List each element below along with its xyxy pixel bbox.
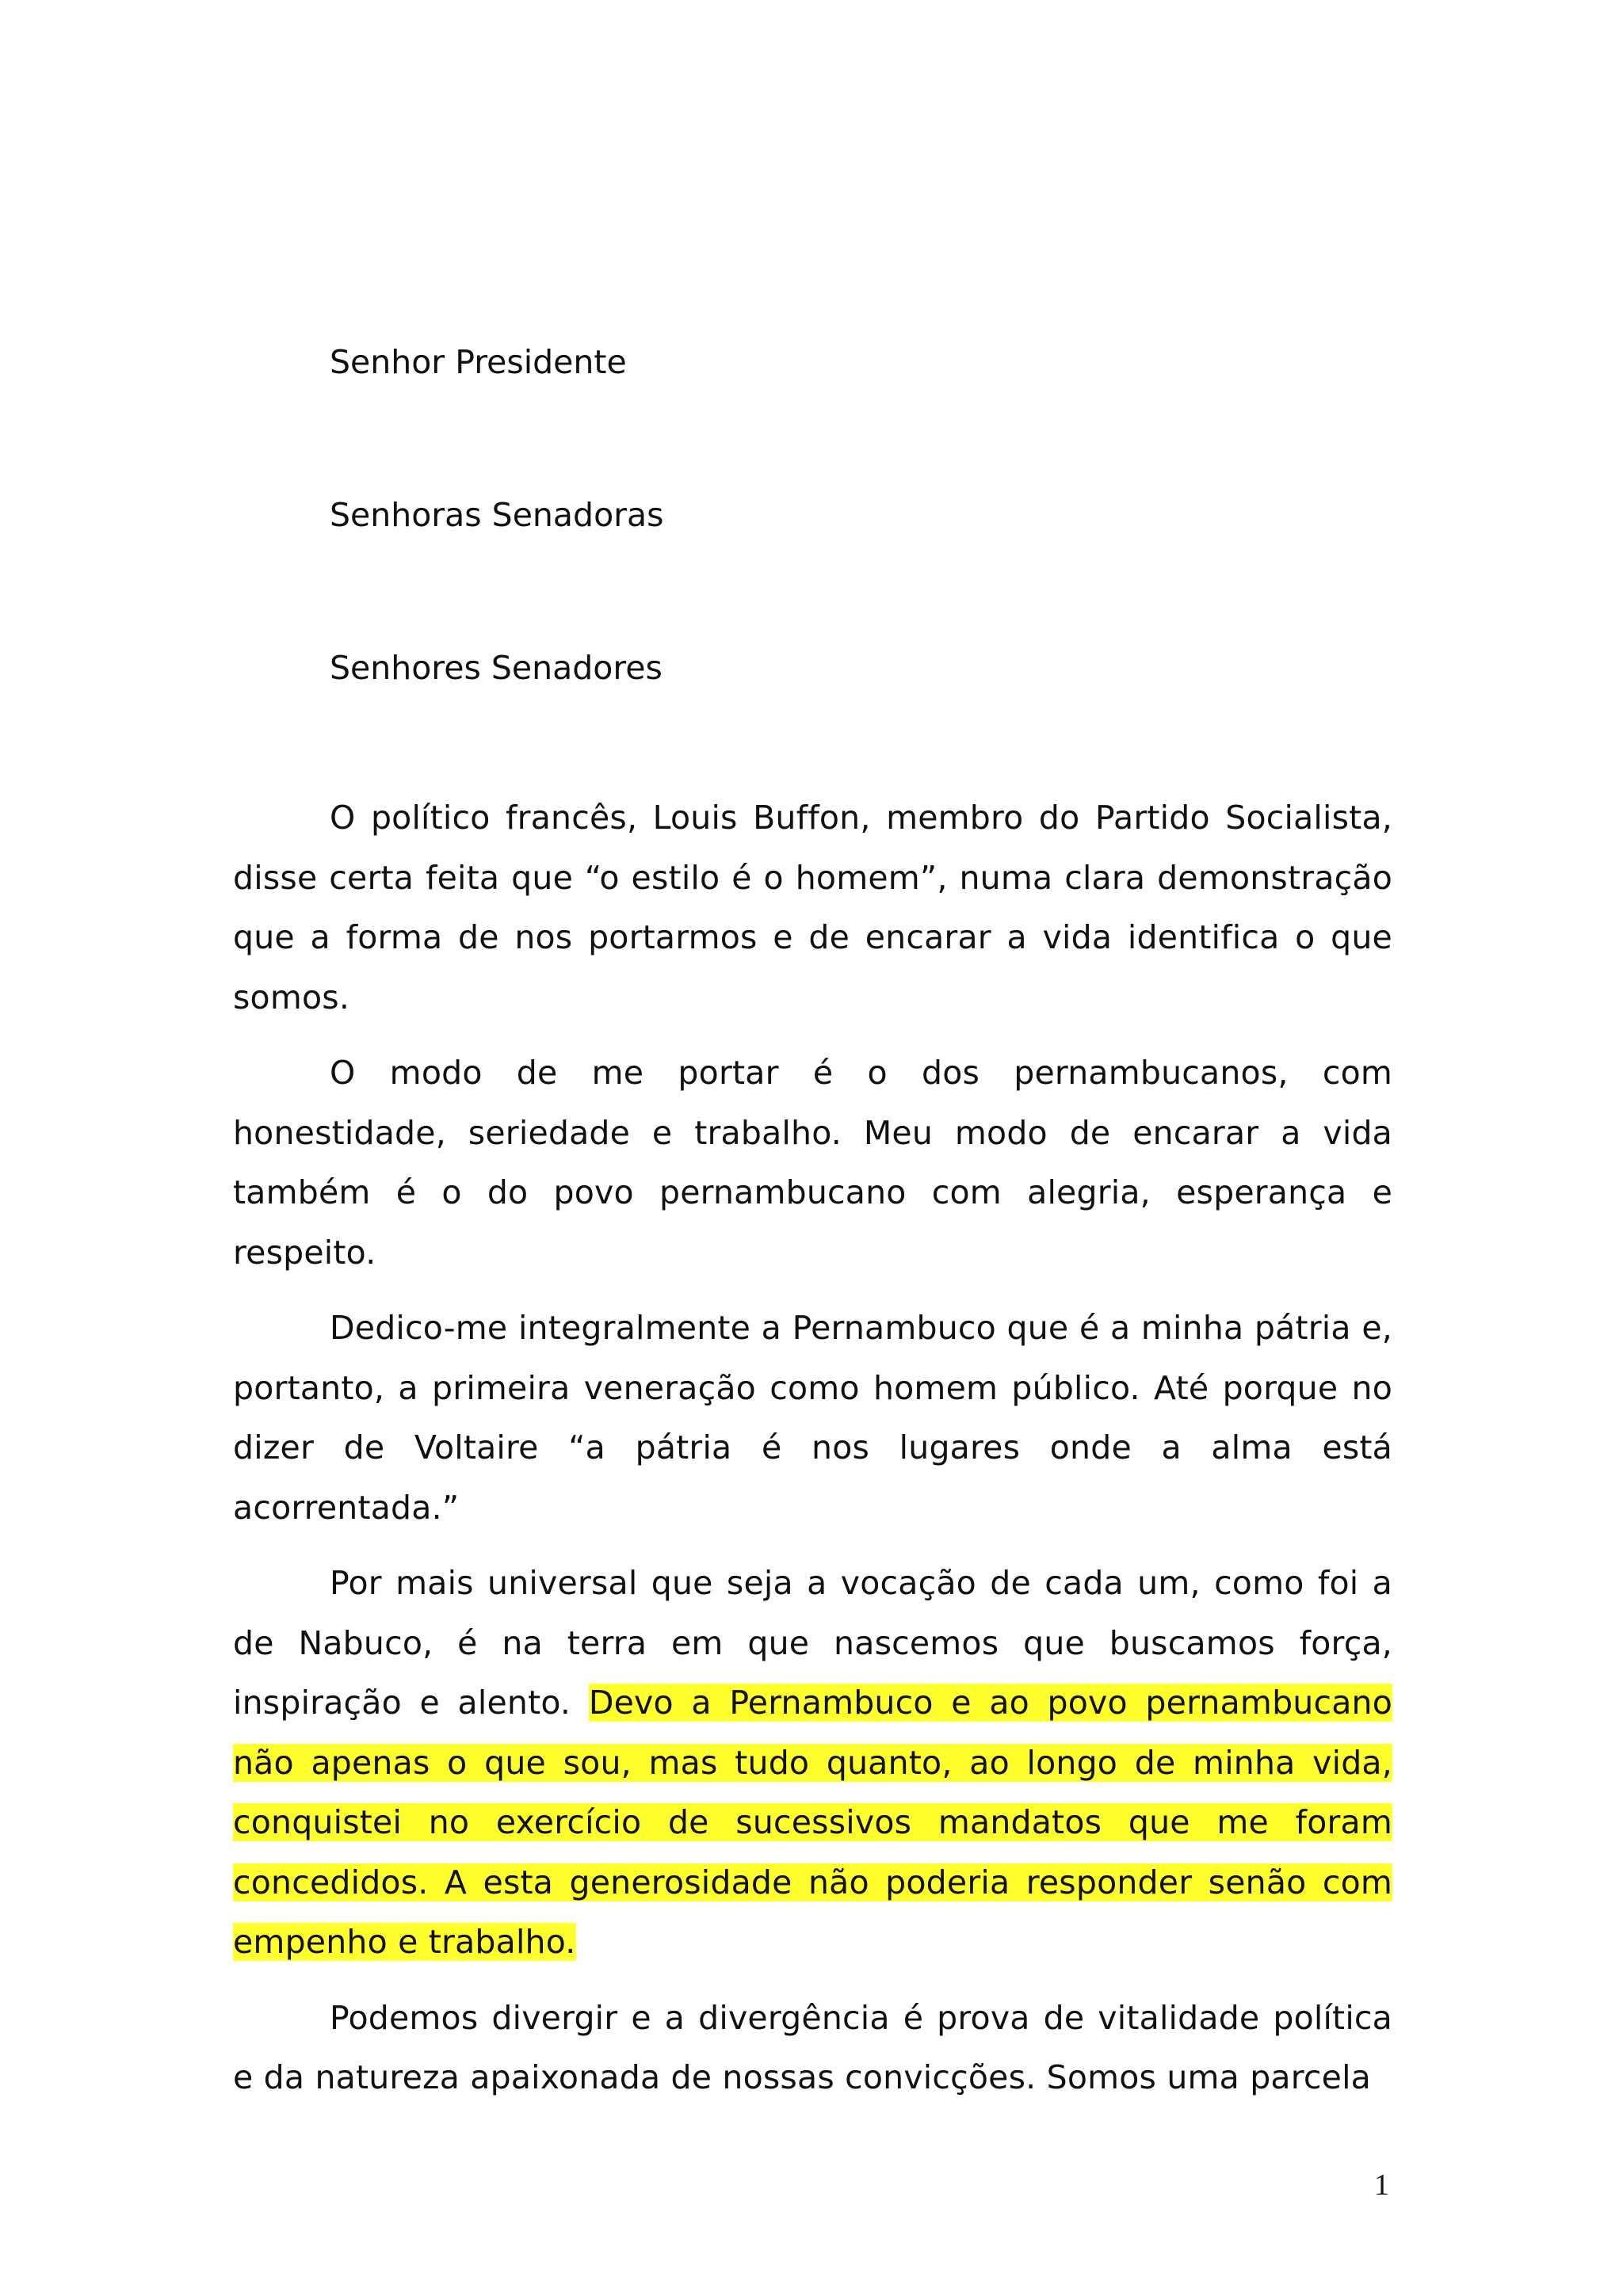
paragraph-nabuco-text: Por mais universal que seja a vocação de cada um, como foi a de Nabuco, é na terra em que nascemos que buscamos força, inspiração e alento. [233, 1564, 1392, 1722]
paragraph-pernambucanos: O modo de me portar é o dos pernambucanos, com honestidade, seriedade e trabalho. Meu modo de encarar a vida também é o do povo pernambucano com alegria, esperança e respeito. [233, 1054, 1392, 1272]
page-number: 1 [1374, 2168, 1389, 2202]
paragraph-voltaire: Dedico-me integralmente a Pernambuco que é a minha pátria e, portanto, a primeira veneração como homem público. Até porque no dizer de Voltaire “a pátria é nos lugares onde a alma está acorrentada.” [233, 1309, 1392, 1527]
salutation-male-senators: Senhores Senadores [330, 649, 663, 687]
speech-body [233, 788, 1392, 2124]
highlighted-text: Devo a Pernambuco e ao povo pernambucano não apenas o que sou, mas tudo quanto, ao longo de minha vida, conquistei no exercício de sucessivos mandatos que me foram concedidos. A esta generosidade não poderia responder senão com empenho e trabalho. [233, 1684, 1393, 1961]
paragraph-nabuco [233, 1554, 1392, 1973]
salutation-president: Senhor Presidente [330, 343, 627, 381]
paragraph-buffon: O político francês, Louis Buffon, membro do Partido Socialista, disse certa feita que “o estilo é o homem”, numa clara demonstração que a forma de nos portarmos e de encarar a vida identifica o que somos. [233, 799, 1392, 1016]
salutation-female-senators: Senhoras Senadoras [330, 496, 664, 534]
paragraph-divergence: Podemos divergir e a divergência é prova de vitalidade política e da natureza apaixonada de nossas convicções. Somos uma parcela [233, 1998, 1392, 2096]
